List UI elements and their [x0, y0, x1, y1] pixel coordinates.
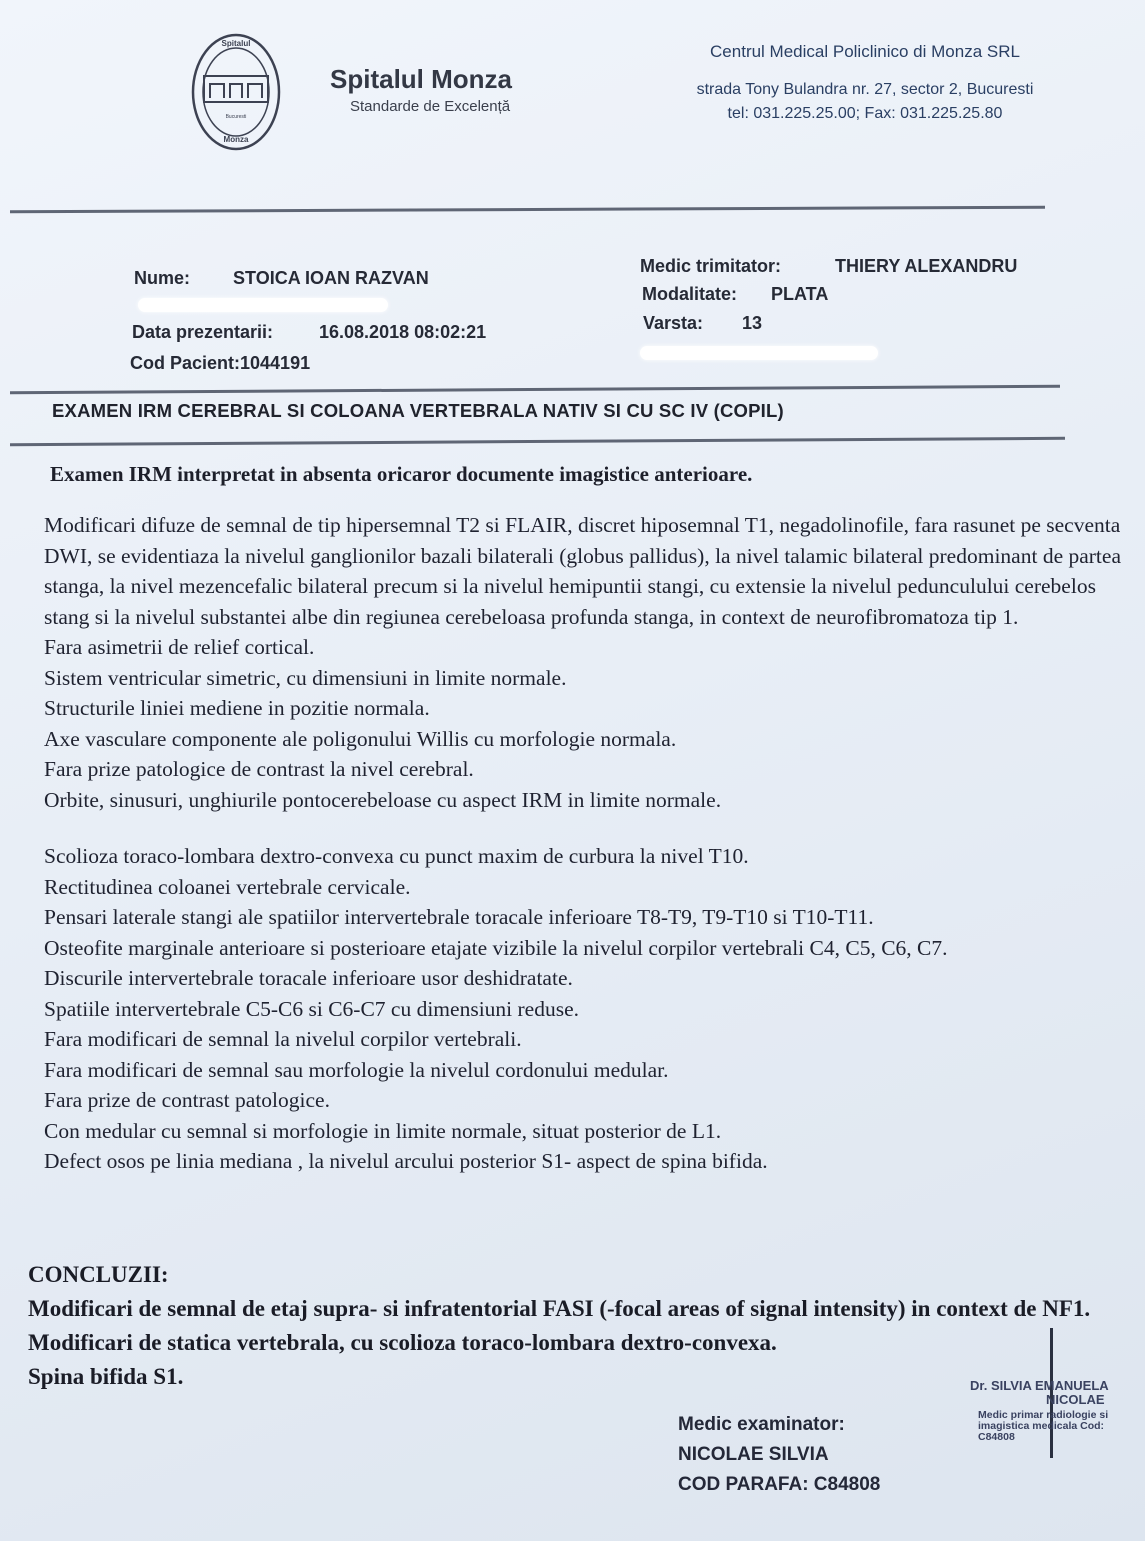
clinic-name: Centrul Medical Policlinico di Monza SRL — [710, 42, 1020, 61]
visit-date-row — [132, 322, 486, 343]
referring-doctor-label: Medic trimitator: — [640, 256, 782, 276]
finding-spine: Pensari laterale stangi ale spatiilor intervertebrale toracale inferioare T8-T9, T9-T10 si T10-T11. — [44, 905, 874, 929]
logo-emblem-icon — [190, 32, 282, 152]
logo-ring-mid-text: Bucuresti — [225, 114, 247, 120]
paragraph-gap — [44, 815, 1129, 841]
patient-code-value: 1044191 — [240, 353, 311, 373]
hospital-name: Spitalul Monza — [330, 64, 512, 94]
patient-age-label: Varsta: — [643, 313, 704, 333]
clinic-block — [665, 40, 1065, 126]
title-divider-bottom — [10, 437, 1065, 446]
examiner-block — [678, 1410, 880, 1500]
finding-spine: Scolioza toraco-lombara dextro-convexa cu punct maxim de curbura la nivel T10. — [44, 844, 749, 868]
finding-spine: Osteofite marginale anterioare si posterioare etajate vizibile la nivelul corpilor vertebrali C4, C5, C6, C7. — [44, 935, 948, 960]
clinic-address: strada Tony Bulandra nr. 27, sector 2, Bucuresti — [696, 81, 1034, 98]
redaction-mark — [640, 346, 878, 360]
examiner-code: COD PARAFA: C84808 — [678, 1474, 881, 1495]
patient-name-row — [134, 268, 429, 289]
logo-ring-bottom-text: Monza — [223, 135, 249, 144]
finding-brain: Axe vasculare componente ale poligonului Willis cu morfologie normala. — [44, 726, 677, 751]
patient-name-value: STOICA IOAN RAZVAN — [233, 268, 429, 288]
title-divider-top — [10, 385, 1060, 394]
visit-date-label: Data prezentarii: — [132, 322, 274, 342]
finding-brain: Structurile liniei mediene in pozitie normala. — [44, 696, 430, 720]
conclusion-line: Modificari de semnal de etaj supra- si infratentorial FASI (-focal areas of signal intensity) in context de NF1. — [28, 1296, 1091, 1321]
finding-brain: Orbite, sinusuri, unghiurile pontocerebeloase cu aspect IRM in limite normale. — [44, 787, 722, 812]
finding-brain-main: Modificari difuze de semnal de tip hipersemnal T2 si FLAIR, discret hiposemnal T1, negadolinofile, fara rasunet pe secventa DWI, se evidentiaza la nivelul ganglionilor bazali bilaterali (globus pallidus), la nivel talamic bilateral predominant de partea stanga, la nivel mezencefalic bilateral precum si la nivelul hemipuntii stangi, cu extensie la nivelul pedunculului cerebelos stang si la nivelul substantei albe din regiunea cerebeloasa profunda stanga, in context de neurofibromatoza tip 1. — [44, 513, 1121, 629]
header-divider — [10, 206, 1045, 214]
finding-spine: Defect osos pe linia mediana , la nivelul arcului posterior S1- aspect de spina bifida. — [44, 1149, 768, 1173]
stamp-detail: Medic primar radiologie si imagistica medicala Cod: C84808 — [978, 1409, 1109, 1443]
finding-spine: Fara modificari de semnal la nivelul corpilor vertebrali. — [44, 1027, 522, 1051]
exam-title: EXAMEN IRM CEREBRAL SI COLOANA VERTEBRALA NATIV SI CU SC IV (COPIL) — [52, 400, 784, 421]
patient-code-label: Cod Pacient: — [130, 353, 241, 373]
finding-spine: Fara prize de contrast patologice. — [44, 1088, 330, 1112]
payment-mode-label: Modalitate: — [642, 284, 738, 304]
finding-spine: Con medular cu semnal si morfologie in limite normale, situat posterior de L1. — [44, 1118, 722, 1143]
doctor-stamp — [968, 1328, 1143, 1458]
examiner-label: Medic examinator: — [678, 1414, 845, 1435]
report-lead: Examen IRM interpretat in absenta oricaror documente imagistice anterioare. — [50, 462, 753, 486]
patient-name-label: Nume: — [134, 268, 191, 288]
finding-brain: Fara prize patologice de contrast la nivel cerebral. — [44, 757, 474, 781]
conclusion-line: Spina bifida S1. — [28, 1364, 184, 1389]
finding-brain: Fara asimetrii de relief cortical. — [44, 635, 315, 659]
referring-doctor-value: THIERY ALEXANDRU — [835, 256, 1018, 276]
referring-doctor-row — [640, 256, 1017, 277]
stamp-name-line2: NICOLAE — [1046, 1392, 1105, 1407]
conclusions-heading: CONCLUZII: — [28, 1262, 169, 1287]
hospital-logo — [190, 32, 282, 152]
finding-spine: Spatiile intervertebrale C5-C6 si C6-C7 cu dimensiuni reduse. — [44, 996, 580, 1021]
conclusion-line: Modificari de statica vertebrala, cu scolioza toraco-lombara dextro-convexa. — [28, 1330, 777, 1355]
payment-mode-row — [642, 284, 828, 305]
examiner-name: NICOLAE SILVIA — [678, 1444, 829, 1465]
redaction-mark — [138, 298, 388, 312]
report-findings — [44, 510, 1129, 1177]
stamp-name-line1: Dr. SILVIA EMANUELA — [970, 1378, 1109, 1393]
finding-brain: Sistem ventricular simetric, cu dimensiuni in limite normale. — [44, 665, 567, 690]
hospital-tagline: Standarde de Excelență — [350, 98, 511, 115]
finding-spine: Fara modificari de semnal sau morfologie la nivelul cordonului medular. — [44, 1057, 669, 1082]
patient-age-value: 13 — [742, 313, 763, 333]
visit-date-value: 16.08.2018 08:02:21 — [319, 322, 487, 342]
logo-ring-top-text: Spitalul — [221, 39, 251, 48]
patient-code-row — [130, 353, 310, 374]
finding-spine: Discurile intervertebrale toracale inferioare usor deshidratate. — [44, 966, 573, 990]
patient-age-row — [643, 313, 762, 334]
clinic-phone: tel: 031.225.25.00; Fax: 031.225.25.80 — [727, 105, 1003, 122]
payment-mode-value: PLATA — [771, 284, 829, 304]
finding-spine: Rectitudinea coloanei vertebrale cervicale. — [44, 874, 411, 899]
